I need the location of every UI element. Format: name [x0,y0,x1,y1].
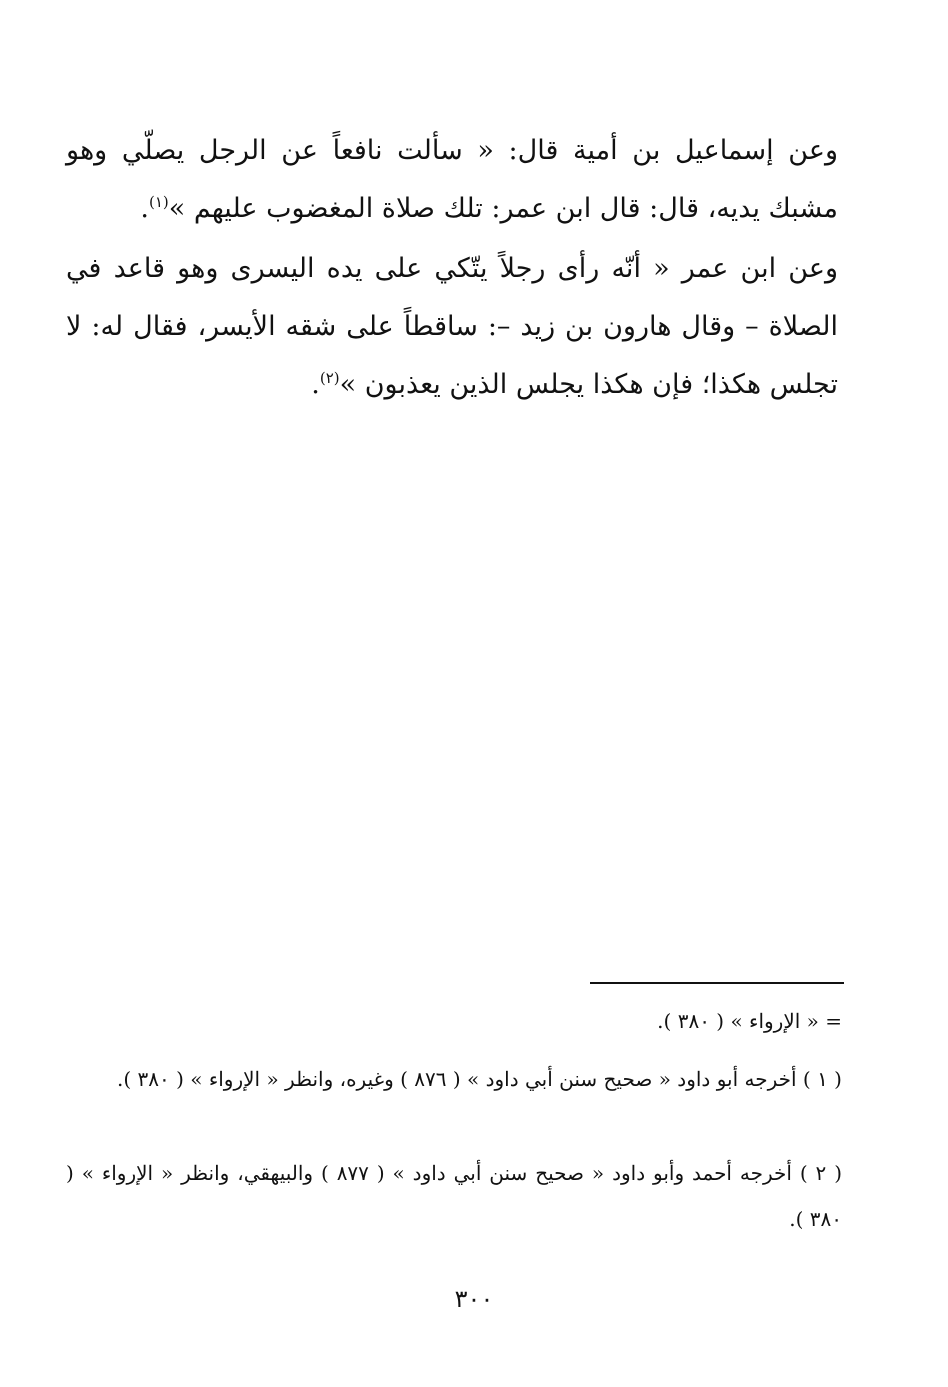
paragraph-2 [66,240,838,414]
footnote-continuation-text: = « الإرواء » ( ٣٨٠ ). [657,1009,842,1033]
footnote-marker-1: (١) [149,193,169,211]
paragraph-2-text [66,240,838,414]
footnote-marker-2: (٢) [319,369,340,387]
paragraph-1 [66,122,838,238]
paragraph-1-body: وعن إسماعيل بن أمية قال: « سألت نافعاً عن الرجل يصلّي وهو مشبك يديه، قال: قال ابن عمر: تلك صلاة المغضوب عليهم » [66,135,838,224]
footnote-continuation [66,998,842,1044]
footnote-2 [66,1150,842,1242]
footnote-2-text: ( ٢ ) أخرجه أحمد وأبو داود « صحيح سنن أبي داود » ( ٨٧٧ ) والبيهقي، وانظر « الإرواء » ( ٣٨٠ ). [66,1161,842,1231]
footnote-1-text: ( ١ ) أخرجه أبو داود « صحيح سنن أبي داود » ( ٨٧٦ ) وغيره، وانظر « الإرواء » ( ٣٨٠ ). [116,1067,842,1091]
paragraph-1-end: . [140,193,149,224]
paragraph-2-body: وعن ابن عمر « أنّه رأى رجلاً يتّكي على يده اليسرى وهو قاعد في الصلاة – وقال هارون بن زيد –: ساقطاً على شقه الأيسر، فقال له: لا تجلس هكذا؛ فإن هكذا يجلس الذين يعذبون » [66,253,838,400]
page-number: ٣٠٠ [454,1285,494,1313]
paragraph-2-end: . [311,369,320,400]
footnote-separator [590,982,844,984]
paragraph-1-text [66,122,838,238]
footnote-1 [66,1056,842,1102]
